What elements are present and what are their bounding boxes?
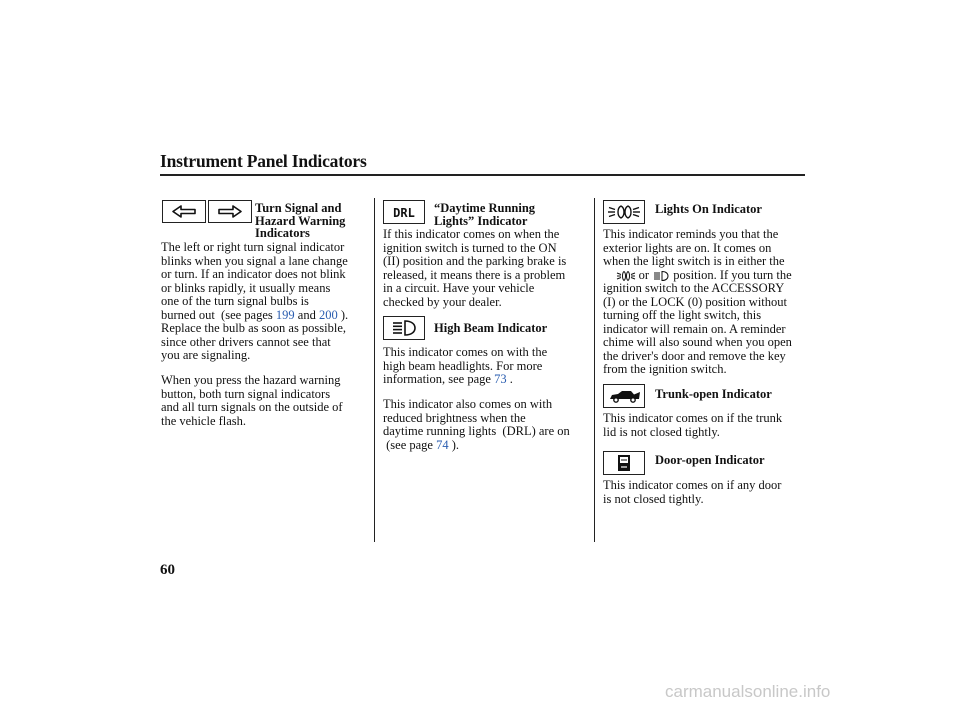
page-number: 60	[160, 562, 175, 578]
column-divider-1	[374, 198, 375, 542]
page-link-200[interactable]: 200	[318, 307, 338, 322]
door-open-paragraph: This indicator comes on if any door is not closed tightly.	[603, 478, 782, 506]
high-beam-indicator-icon	[383, 316, 425, 340]
turn-signal-paragraph: The left or right turn signal indicator blinks when you signal a lane change or turn. If an indicator does not blink or blinks rapidly, it usually means one of the turn signal bulbs is burned out (see pages 199 and 200 ). Replace the bulb as soon as possible, since other drivers cannot see that you are signaling.	[161, 240, 349, 362]
trunk-open-indicator-icon	[603, 384, 645, 408]
svg-text:DRL: DRL	[393, 206, 415, 220]
title-rule	[160, 174, 805, 176]
turn-signal-heading: Turn Signal and Hazard Warning Indicators	[255, 201, 346, 241]
door-open-indicator-icon	[603, 451, 645, 475]
page-title: Instrument Panel Indicators	[160, 151, 367, 171]
trunk-open-heading: Trunk-open Indicator	[655, 387, 772, 401]
page-link-74[interactable]: 74	[436, 437, 449, 452]
parking-lights-icon	[616, 270, 636, 282]
trunk-open-paragraph: This indicator comes on if the trunk lid is not closed tightly.	[603, 411, 783, 439]
watermark: carmanualsonline.info	[665, 682, 831, 701]
left-turn-indicator-icon	[162, 200, 206, 223]
drl-heading: “Daytime Running Lights” Indicator	[434, 201, 536, 228]
door-open-heading: Door-open Indicator	[655, 453, 765, 467]
headlights-icon	[652, 270, 670, 282]
hazard-paragraph: When you press the hazard warning button, both turn signal indicators and all turn signals on the outside of the vehicle flash.	[161, 373, 343, 428]
page-link-199[interactable]: 199	[275, 307, 295, 322]
lights-on-paragraph: This indicator reminds you that the exterior lights are on. It comes on when the light switch is in either the or position. If you turn the ignition switch to the ACCESSORY (I) or the LOCK (0) position without turning off the light switch, this indicator will remain on. A reminder chime will also sound when you open the driver's door and remove the key from the ignition switch.	[603, 227, 792, 376]
high-beam-paragraph-2: This indicator also comes on with reduced brightness when the daytime running lights (DRL) are on (see page 74 ).	[383, 397, 570, 452]
right-turn-indicator-icon	[208, 200, 252, 223]
drl-indicator-icon	[383, 200, 425, 224]
lights-on-indicator-icon	[603, 200, 645, 224]
drl-paragraph: If this indicator comes on when the ignition switch is turned to the ON (II) position and the parking brake is released, it means there is a problem in a circuit. Have your vehicle checked by your dealer.	[383, 227, 567, 309]
column-divider-2	[594, 198, 595, 542]
page-link-73[interactable]: 73	[494, 372, 507, 386]
high-beam-paragraph-1: This indicator comes on with the high beam headlights. For more information, see page 73 .	[383, 345, 548, 386]
lights-on-heading: Lights On Indicator	[655, 202, 762, 216]
high-beam-heading: High Beam Indicator	[434, 321, 548, 335]
